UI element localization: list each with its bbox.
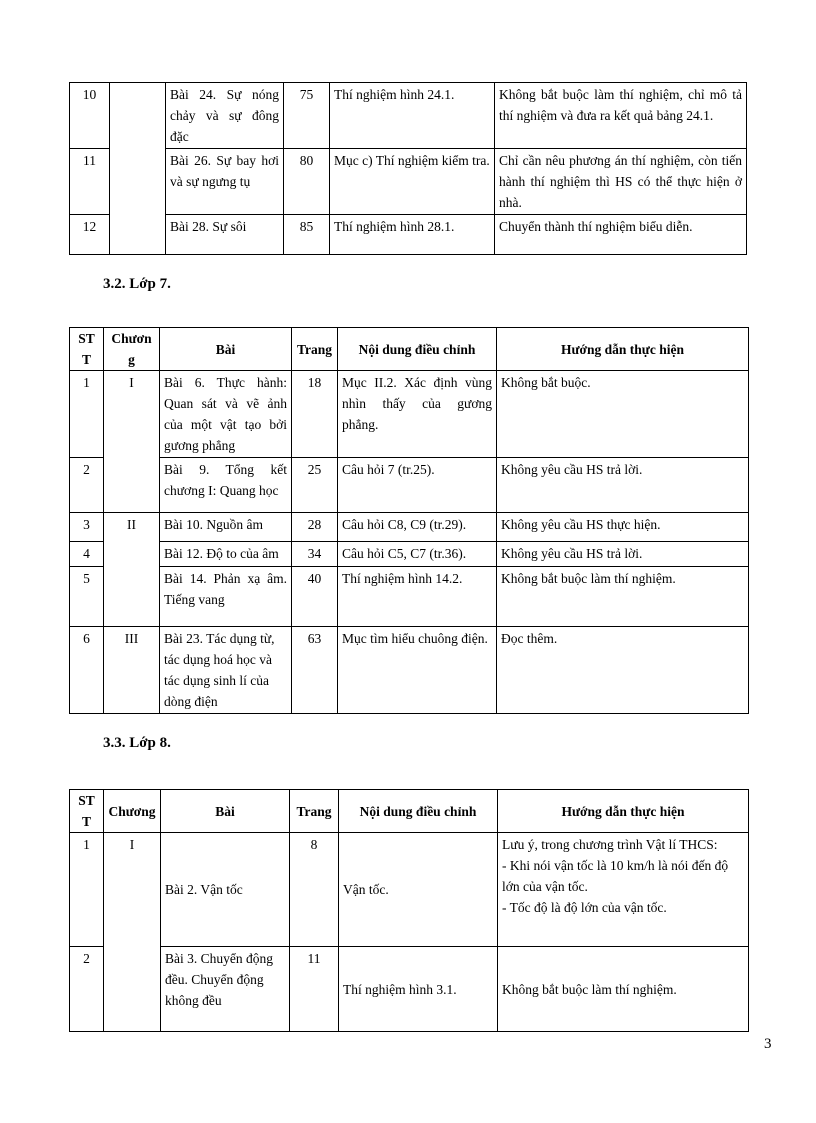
header-chuong: Chương [104, 790, 161, 833]
huongdan-cell: Không yêu cầu HS trả lời. [497, 542, 749, 567]
noidung-cell: Câu hỏi C5, C7 (tr.36). [338, 542, 497, 567]
table-header-row [70, 790, 749, 833]
section-heading-grade-8: 3.3. Lớp 8. [103, 735, 171, 751]
section-heading-grade-7: 3.2. Lớp 7. [103, 276, 171, 292]
stt-cell: 2 [70, 458, 104, 513]
trang-cell: 85 [284, 215, 330, 255]
bai-cell: Bài 28. Sự sôi [166, 215, 284, 255]
chuong-cell [110, 83, 166, 255]
table-row [70, 149, 747, 215]
bai-cell: Bài 9. Tổng kết chương I: Quang học [160, 458, 292, 513]
noidung-cell: Mục c) Thí nghiệm kiểm tra. [330, 149, 495, 215]
trang-cell: 11 [290, 947, 339, 1032]
stt-cell: 12 [70, 215, 110, 255]
noidung-cell: Thí nghiệm hình 3.1. [339, 947, 498, 1032]
table-grade-7 [69, 327, 749, 714]
huongdan-cell: Đọc thêm. [497, 627, 749, 714]
bai-cell: Bài 26. Sự bay hơi và sự ngưng tụ [166, 149, 284, 215]
table-row [70, 83, 747, 149]
table-row [70, 542, 749, 567]
huongdan-cell: Không yêu cầu HS trả lời. [497, 458, 749, 513]
chuong-cell: II [104, 513, 160, 627]
bai-cell: Bài 12. Độ to của âm [160, 542, 292, 567]
huongdan-cell: Không yêu cầu HS thực hiện. [497, 513, 749, 542]
stt-cell: 6 [70, 627, 104, 714]
noidung-cell: Câu hỏi 7 (tr.25). [338, 458, 497, 513]
bai-cell: Bài 2. Vận tốc [161, 833, 290, 947]
stt-cell: 4 [70, 542, 104, 567]
trang-cell: 8 [290, 833, 339, 947]
chuong-cell: I [104, 371, 160, 513]
header-bai: Bài [160, 328, 292, 371]
table-row [70, 215, 747, 255]
huongdan-cell: Không bắt buộc làm thí nghiệm. [498, 947, 749, 1032]
stt-cell: 5 [70, 567, 104, 627]
header-noidung: Nội dung điều chỉnh [339, 790, 498, 833]
header-chuong: Chương [104, 328, 160, 371]
noidung-cell: Mục tìm hiểu chuông điện. [338, 627, 497, 714]
huongdan-line: - Khi nói vận tốc là 10 km/h là nói đến độ lớn của vận tốc. [502, 858, 729, 894]
trang-cell: 80 [284, 149, 330, 215]
chuong-cell: I [104, 833, 161, 1032]
trang-cell: 34 [292, 542, 338, 567]
stt-cell: 1 [70, 371, 104, 458]
noidung-cell: Mục II.2. Xác định vùng nhìn thấy của gương phẳng. [338, 371, 497, 458]
trang-cell: 63 [292, 627, 338, 714]
trang-cell: 28 [292, 513, 338, 542]
huongdan-cell: Chuyển thành thí nghiệm biểu diễn. [495, 215, 747, 255]
table-row [70, 458, 749, 513]
header-trang: Trang [292, 328, 338, 371]
stt-cell: 1 [70, 833, 104, 947]
stt-cell: 2 [70, 947, 104, 1032]
noidung-cell: Câu hỏi C8, C9 (tr.29). [338, 513, 497, 542]
bai-cell: Bài 3. Chuyển động đều. Chuyển động không đều [161, 947, 290, 1032]
stt-cell: 10 [70, 83, 110, 149]
table-row [70, 513, 749, 542]
noidung-cell: Vận tốc. [339, 833, 498, 947]
table-row [70, 947, 749, 1032]
huongdan-cell: Không bắt buộc. [497, 371, 749, 458]
table-continued [69, 82, 747, 255]
page-number: 3 [764, 1036, 772, 1052]
huongdan-cell: Không bắt buộc làm thí nghiệm. [497, 567, 749, 627]
bai-cell: Bài 6. Thực hành: Quan sát và vẽ ảnh của một vật tạo bởi gương phẳng [160, 371, 292, 458]
chuong-cell: III [104, 627, 160, 714]
bai-cell: Bài 24. Sự nóng chảy và sự đông đặc [166, 83, 284, 149]
bai-cell: Bài 14. Phản xạ âm. Tiếng vang [160, 567, 292, 627]
huongdan-cell: Chỉ cần nêu phương án thí nghiệm, còn tiến hành thí nghiệm thì HS có thể thực hiện ở nhà. [495, 149, 747, 215]
bai-cell: Bài 10. Nguồn âm [160, 513, 292, 542]
header-noidung: Nội dung điều chỉnh [338, 328, 497, 371]
trang-cell: 18 [292, 371, 338, 458]
huongdan-line: - Tốc độ là độ lớn của vận tốc. [502, 900, 667, 915]
header-stt: STT [70, 328, 104, 371]
header-huongdan: Hướng dẫn thực hiện [497, 328, 749, 371]
bai-cell: Bài 23. Tác dụng từ, tác dụng hoá học và tác dụng sinh lí của dòng điện [160, 627, 292, 714]
table-row [70, 567, 749, 627]
header-bai: Bài [161, 790, 290, 833]
stt-cell: 3 [70, 513, 104, 542]
table-header-row [70, 328, 749, 371]
header-huongdan: Hướng dẫn thực hiện [498, 790, 749, 833]
header-stt: STT [70, 790, 104, 833]
huongdan-cell [498, 833, 749, 947]
noidung-cell: Thí nghiệm hình 28.1. [330, 215, 495, 255]
stt-cell: 11 [70, 149, 110, 215]
trang-cell: 75 [284, 83, 330, 149]
header-trang: Trang [290, 790, 339, 833]
table-row [70, 371, 749, 458]
table-row [70, 627, 749, 714]
noidung-cell: Thí nghiệm hình 14.2. [338, 567, 497, 627]
noidung-cell: Thí nghiệm hình 24.1. [330, 83, 495, 149]
table-grade-8 [69, 789, 749, 1032]
huongdan-line: Lưu ý, trong chương trình Vật lí THCS: [502, 837, 718, 852]
trang-cell: 25 [292, 458, 338, 513]
huongdan-cell: Không bắt buộc làm thí nghiệm, chỉ mô tả thí nghiệm và đưa ra kết quả bảng 24.1. [495, 83, 747, 149]
trang-cell: 40 [292, 567, 338, 627]
table-row [70, 833, 749, 947]
